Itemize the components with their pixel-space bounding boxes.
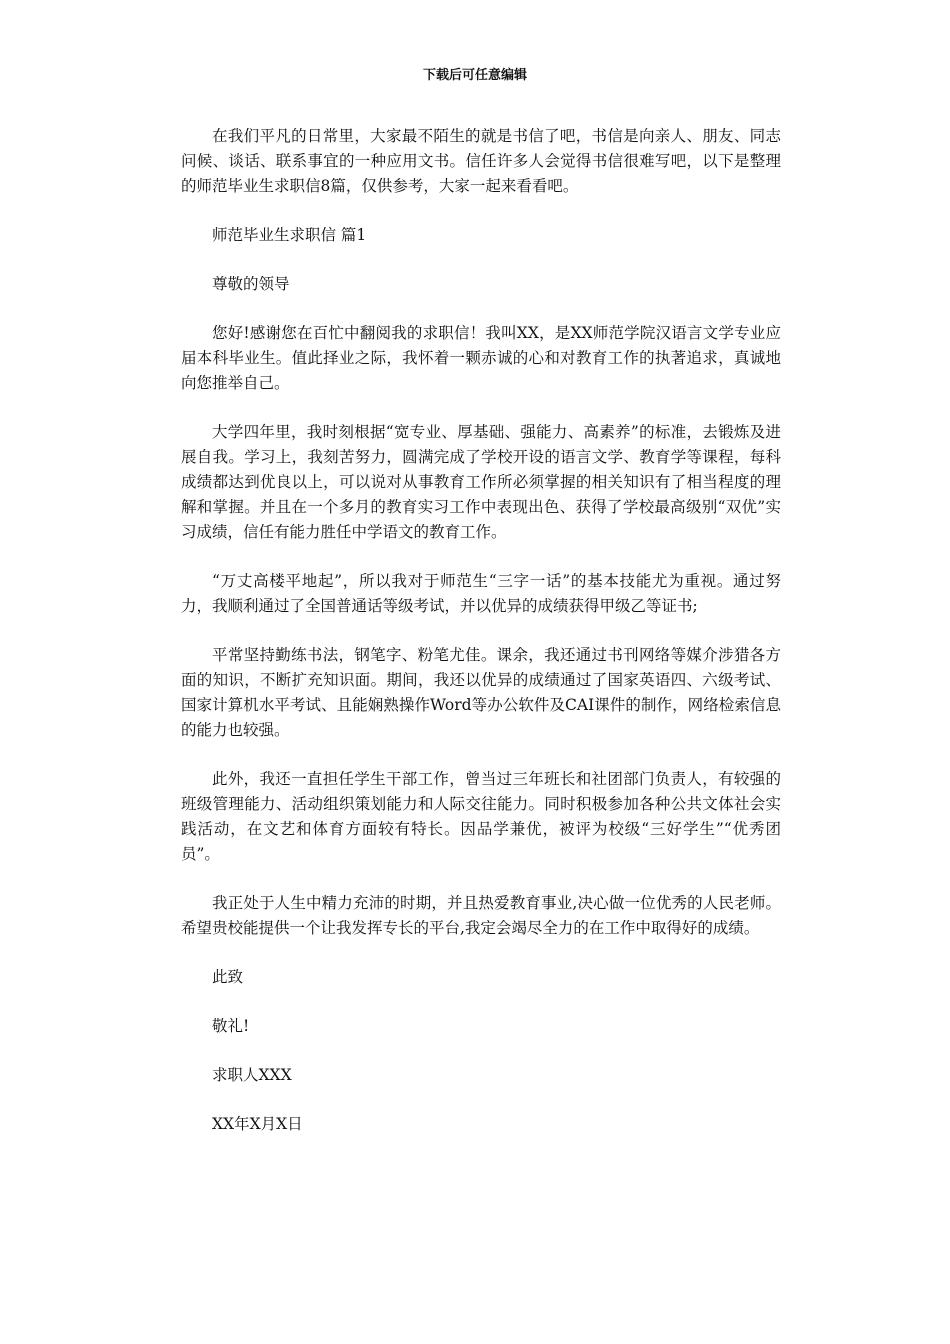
section-title: 师范毕业生求职信 篇1 xyxy=(212,226,367,244)
salutation: 尊敬的领导 xyxy=(212,275,290,293)
body-paragraph-3: “万丈高楼平地起”，所以我对于师范生“三字一话”的基本技能尤为重视。通过努力，我顺利通过了全国普通话等级考试，并以优异的成绩获得甲级乙等证书; xyxy=(181,572,781,615)
body-paragraph-5: 此外，我还一直担任学生干部工作，曾当过三年班长和社团部门负责人，有较强的班级管理能力、活动组织策划能力和人际交往能力。同时积极参加各种公共文体社会实践活动，在文艺和体育方面较有特长。因品学兼优，被评为校级“三好学生”“优秀团员”。 xyxy=(181,770,781,863)
signature: 求职人XXX xyxy=(212,1066,292,1084)
intro-paragraph: 在我们平凡的日常里，大家最不陌生的就是书信了吧，书信是向亲人、朋友、同志问候、谈话、联系事宜的一种应用文书。信任许多人会觉得书信很难写吧，以下是整理的师范毕业生求职信8篇，仅供参考，大家一起来看看吧。 xyxy=(181,127,781,195)
letter-date: XX年X月X日 xyxy=(212,1115,303,1133)
body-paragraph-1: 您好!感谢您在百忙中翻阅我的求职信！我叫XX，是XX师范学院汉语言文学专业应届本科毕业生。值此择业之际，我怀着一颗赤诚的心和对教育工作的执著追求，真诚地向您推举自己。 xyxy=(181,324,781,392)
closing-line-2: 敬礼! xyxy=(212,1017,250,1035)
document-body xyxy=(181,124,781,1161)
body-paragraph-2: 大学四年里，我时刻根据“宽专业、厚基础、强能力、高素养”的标准，去锻炼及进展自我。学习上，我刻苦努力，圆满完成了学校开设的语言文学、教育学等课程，每科成绩都达到优良以上，可以说对从事教育工作所必须掌握的相关知识有了相当程度的理解和掌握。并且在一个多月的教育实习工作中表现出色、获得了学校最高级别“双优”实习成绩，信任有能力胜任中学语文的教育工作。 xyxy=(181,423,781,541)
body-paragraph-4: 平常坚持勤练书法，钢笔字、粉笔尤佳。课余，我还通过书刊网络等媒介涉猎各方面的知识，不断扩充知识面。期间，我还以优异的成绩通过了国家英语四、六级考试、国家计算机水平考试、且能娴熟操作Word等办公软件及CAI课件的制作，网络检索信息的能力也较强。 xyxy=(181,646,781,739)
closing-line-1: 此致 xyxy=(212,968,244,986)
page-header-note: 下载后可任意编辑 xyxy=(422,68,527,83)
body-paragraph-6: 我正处于人生中精力充沛的时期，并且热爱教育事业,决心做一位优秀的人民老师。希望贵校能提供一个让我发挥专长的平台,我定会竭尽全力的在工作中取得好的成绩。 xyxy=(181,894,781,937)
